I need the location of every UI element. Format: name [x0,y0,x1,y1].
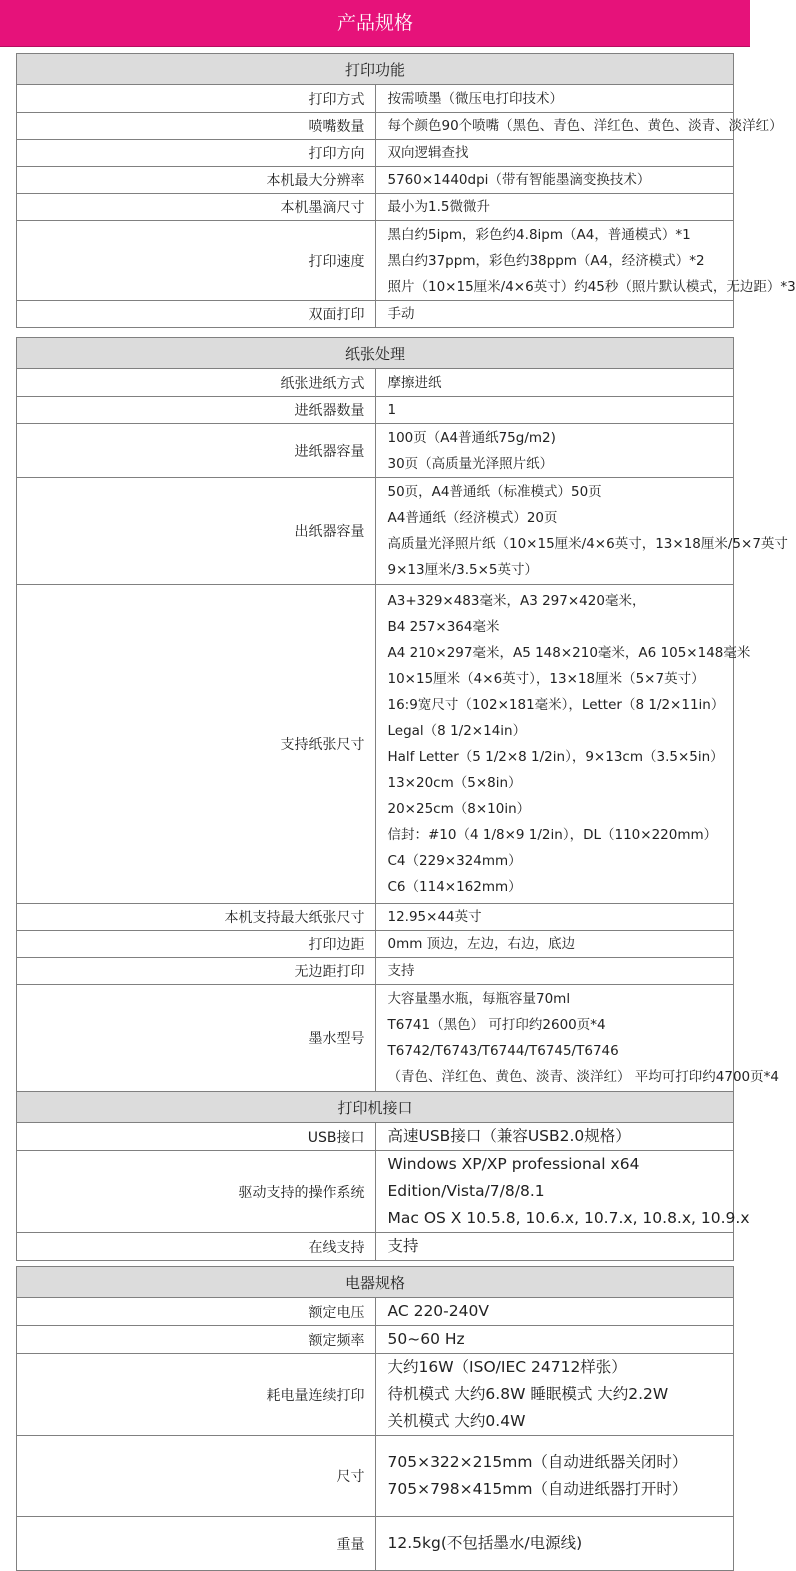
spec-row [17,985,734,1092]
spec-value [375,1326,734,1354]
spec-label: 打印方向 [17,140,376,167]
spec-value [375,194,734,221]
spec-value-line: 信封：#10（4 1/8×9 1/2in），DL（110×220mm） [387,827,718,843]
spec-value-line: C4（229×324mm） [387,853,522,869]
spec-value-line: 100页（A4普通纸75g/m2) [387,429,556,446]
spec-value [375,397,734,424]
spec-value-line: 16:9宽尺寸（102×181毫米），Letter（8 1/2×11in） [387,697,725,713]
spec-label: 本机支持最大纸张尺寸 [17,904,376,931]
spec-value-line: 待机模式 大约6.8W 睡眠模式 大约2.2W [387,1385,669,1403]
spec-label: 墨水型号 [17,985,376,1092]
spec-value-line: 50~60 Hz [387,1330,465,1348]
spec-table-electrical-specs [16,1266,734,1571]
spec-value-line: 5760×1440dpi（带有智能墨滴变换技术） [387,172,651,188]
spec-row [17,931,734,958]
spec-value-line: 支持 [387,1237,419,1255]
spec-value-line: A4 210×297毫米，A5 148×210毫米，A6 105×148毫米 [387,645,751,661]
spec-value-line: Mac OS X 10.5.8, 10.6.x, 10.7.x, 10.8.x, 10.9.x [387,1209,750,1227]
spec-value-line: 0mm 顶边，左边，右边，底边 [387,936,576,952]
spec-value [375,1151,750,1233]
spec-value-line: 705×322×215mm（自动进纸器关闭时） [387,1453,688,1471]
spec-value-line: 高速USB接口（兼容USB2.0规格） [387,1127,631,1145]
spec-value-line: 705×798×415mm（自动进纸器打开时） [387,1480,688,1498]
spec-value-line: 大约16W（ISO/IEC 24712样张） [387,1358,627,1376]
spec-row [17,1517,734,1571]
spec-value-line: 1 [387,402,397,418]
spec-value [375,1517,734,1571]
spec-value [375,1123,734,1151]
spec-value-line: 摩擦进纸 [387,374,442,391]
spec-label: 打印方式 [17,85,376,113]
spec-row [17,1123,734,1151]
section-printer-interface [16,1091,750,1261]
spec-value-line: 关机模式 大约0.4W [387,1412,526,1430]
spec-value-line: Windows XP/XP professional x64 [387,1155,640,1173]
spec-value-line: 13×20cm（5×8in） [387,775,522,791]
spec-value [375,167,734,194]
spec-row [17,1436,734,1517]
spec-value-line: 高质量光泽照片纸（10×15厘米/4×6英寸，13×18厘米/5×7英寸 [387,536,788,552]
spec-label: 耗电量连续打印 [17,1354,376,1436]
spec-table-paper-handling [16,337,788,1092]
section-electrical-specs [16,1266,734,1571]
spec-value-line: AC 220-240V [387,1302,489,1320]
spec-value-line: 黑白约37ppm，彩色约38ppm（A4，经济模式）*2 [387,252,705,269]
section-heading: 打印机接口 [17,1092,734,1123]
section-print-function [16,53,796,328]
spec-label: 驱动支持的操作系统 [17,1151,376,1233]
spec-value-line: 50页，A4普通纸（标准模式）50页 [387,484,602,500]
spec-row [17,424,734,478]
spec-value-line: T6741（黑色） 可打印约2600页*4 [387,1017,606,1033]
spec-value-line: Half Letter（5 1/2×8 1/2in），9×13cm（3.5×5in） [387,749,724,765]
spec-label: 重量 [17,1517,376,1571]
spec-row [17,1151,734,1233]
page-title-banner [0,0,750,47]
spec-value [375,985,779,1092]
spec-label: 无边距打印 [17,958,376,985]
spec-label: 支持纸张尺寸 [17,585,376,904]
spec-label: 本机最大分辨率 [17,167,376,194]
spec-value-line: 9×13厘米/3.5×5英寸） [387,562,538,578]
spec-row [17,1298,734,1326]
spec-row [17,194,734,221]
spec-table-print-function [16,53,796,328]
spec-value-line: 支持 [387,963,415,979]
spec-label: 双面打印 [17,301,376,328]
spec-value [375,1233,734,1261]
spec-value [375,1354,734,1436]
spec-value [375,369,734,397]
spec-value-line: 双向逻辑查找 [387,145,469,161]
spec-row [17,369,734,397]
spec-value-line: 黑白约5ipm，彩色约4.8ipm（A4，普通模式）*1 [387,226,691,243]
spec-value [375,113,783,140]
spec-value-line: 最小为1.5微微升 [387,199,490,215]
spec-value-line: 按需喷墨（微压电打印技术） [387,90,563,107]
spec-row [17,85,734,113]
spec-value-line: T6742/T6743/T6744/T6745/T6746 [387,1043,619,1059]
spec-value [375,140,734,167]
spec-row [17,301,734,328]
spec-row [17,1326,734,1354]
spec-label: 尺寸 [17,1436,376,1517]
spec-label: 打印边距 [17,931,376,958]
spec-label: 进纸器容量 [17,424,376,478]
spec-value-line: C6（114×162mm） [387,879,522,895]
spec-value-line: （青色、洋红色、黄色、淡青、淡洋红） 平均可打印约4700页*4 [387,1069,779,1085]
spec-row [17,113,734,140]
spec-value [375,478,788,585]
spec-value-line: 12.5kg(不包括墨水/电源线) [387,1534,583,1552]
spec-value-line: 照片（10×15厘米/4×6英寸）约45秒（照片默认模式，无边距）*3 [387,278,796,295]
spec-label: USB接口 [17,1123,376,1151]
spec-value-line: 30页（高质量光泽照片纸） [387,455,554,472]
spec-row [17,397,734,424]
spec-value-line: 20×25cm（8×10in） [387,801,531,817]
spec-row [17,221,734,301]
spec-label: 在线支持 [17,1233,376,1261]
spec-value [375,301,734,328]
spec-value [375,424,734,478]
spec-value [375,585,751,904]
spec-value [375,1298,734,1326]
spec-value [375,85,734,113]
spec-value-line: 12.95×44英寸 [387,909,482,925]
spec-value-line: Legal（8 1/2×14in） [387,723,527,739]
spec-value [375,221,796,301]
spec-value-line: 每个颜色90个喷嘴（黑色、青色、洋红色、黄色、淡青、淡洋红） [387,118,783,134]
section-heading: 纸张处理 [17,338,734,369]
spec-label: 打印速度 [17,221,376,301]
section-heading: 电器规格 [17,1267,734,1298]
spec-value [375,1436,734,1517]
spec-row [17,478,734,585]
spec-value [375,904,734,931]
spec-label: 喷嘴数量 [17,113,376,140]
spec-row [17,904,734,931]
spec-row [17,958,734,985]
spec-label: 额定频率 [17,1326,376,1354]
spec-value-line: A4普通纸（经济模式）20页 [387,510,558,526]
spec-value-line: B4 257×364毫米 [387,619,500,635]
spec-table-printer-interface [16,1091,750,1261]
spec-label: 进纸器数量 [17,397,376,424]
section-paper-handling [16,337,788,1092]
spec-row [17,167,734,194]
spec-label: 额定电压 [17,1298,376,1326]
spec-value [375,958,734,985]
spec-value-line: 大容量墨水瓶，每瓶容量70ml [387,991,571,1007]
spec-row [17,1233,734,1261]
spec-value-line: 10×15厘米（4×6英寸），13×18厘米（5×7英寸） [387,671,705,687]
spec-value [375,931,734,958]
page-title: 产品规格 [336,12,413,34]
spec-value-line: Edition/Vista/7/8/8.1 [387,1182,545,1200]
spec-row [17,140,734,167]
spec-label: 出纸器容量 [17,478,376,585]
spec-value-line: A3+329×483毫米，A3 297×420毫米， [387,593,646,609]
spec-row [17,585,734,904]
section-heading: 打印功能 [17,54,734,85]
spec-label: 本机墨滴尺寸 [17,194,376,221]
spec-value-line: 手动 [387,306,415,322]
spec-label: 纸张进纸方式 [17,369,376,397]
spec-row [17,1354,734,1436]
